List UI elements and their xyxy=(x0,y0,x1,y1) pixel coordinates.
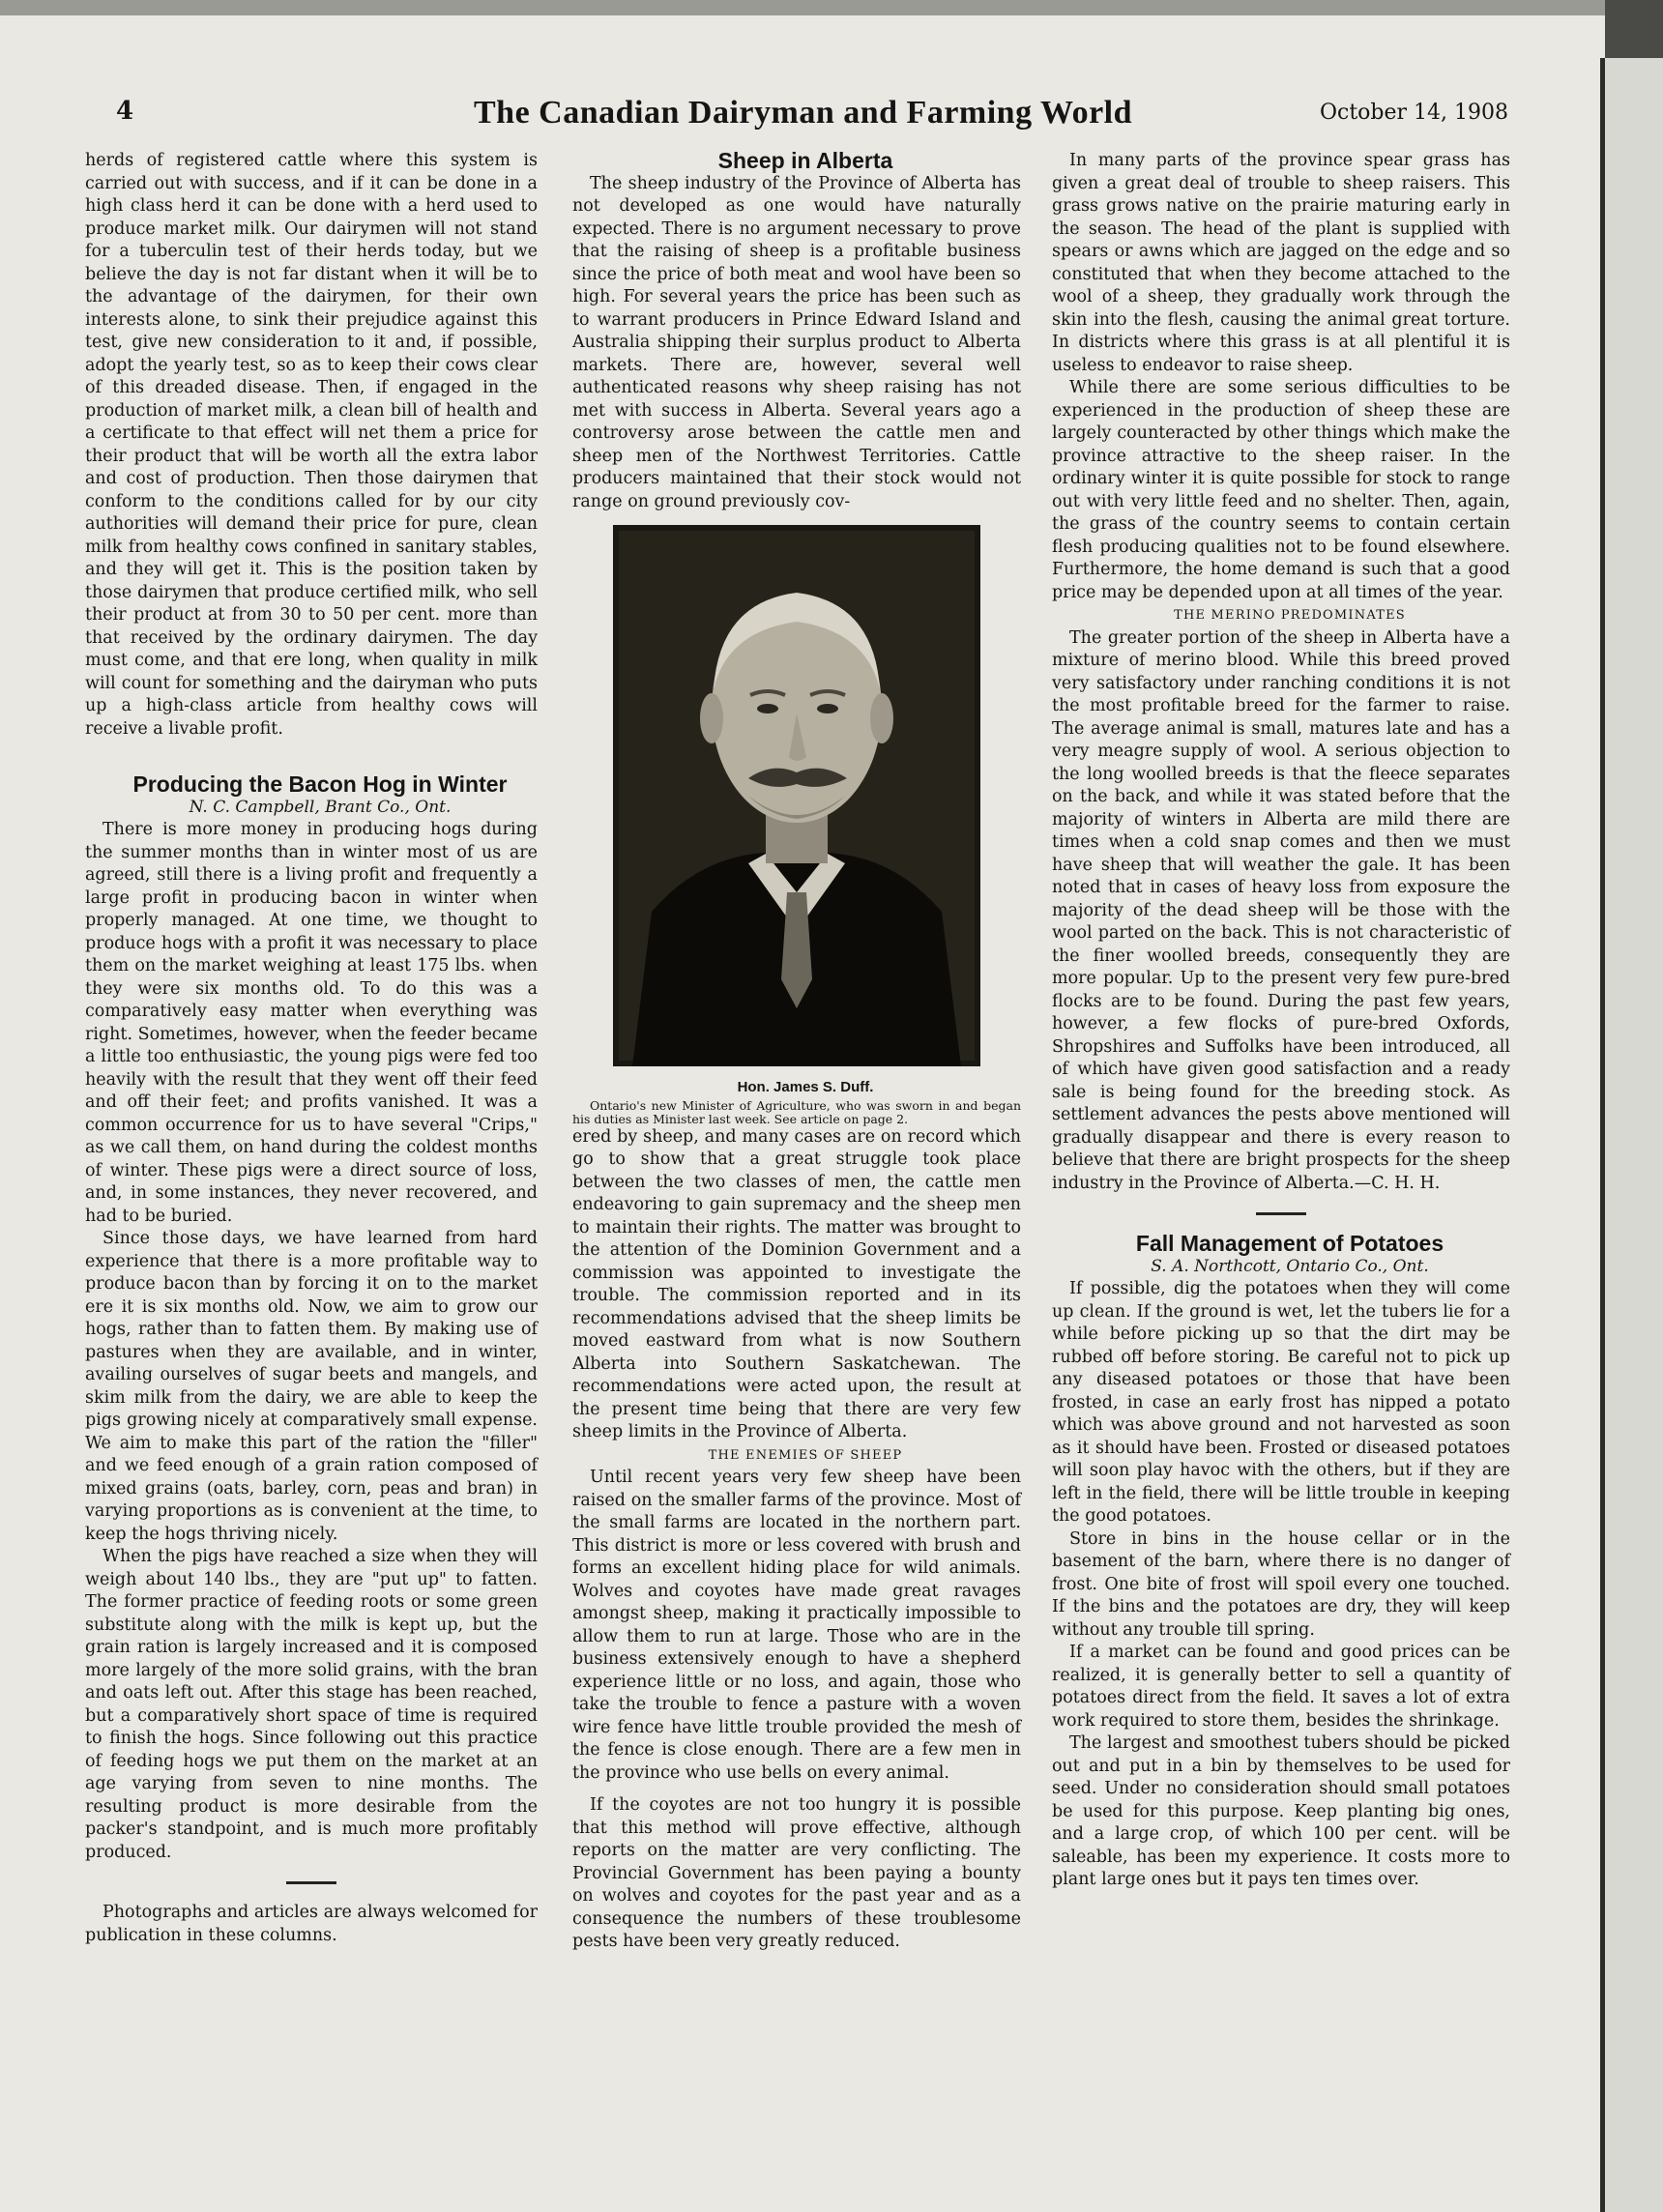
spear-grass-paragraph: In many parts of the province spear grass has given a great deal of trouble to sheep raisers. This grass grows native on the prairie maturing early in the season. The head of the plant is supplied with spears or awns which are jagged on the edge and so constituted that when they become attached to the wool of a sheep, they gradually work through the skin into the flesh, causing the animal great torture. In districts where this grass is at all plentiful it is useless to endeavor to raise sheep. xyxy=(1052,151,1510,375)
portrait-caption-name: Hon. James S. Duff. xyxy=(737,1079,874,1095)
difficulties-paragraph: While there are some serious difficulties to be experienced in the production of sheep these are largely counteracted by other things which make the province attractive to the sheep raiser. In the ordinary winter it is quite possible for stock to range out with very little feed and no shelter. Then, again, the grass of the country seems to contain certain flesh producing qualities not to be found elsewhere. Furthermore, the home demand is such that a good price may be depended upon at all times of the year. xyxy=(1052,378,1510,602)
submissions-notice: Photographs and articles are always welcomed for publication in these columns. xyxy=(85,1903,538,1945)
bacon-paragraph-1: There is more money in producing hogs during the summer months than in winter most of us are agreed, still there is a living profit and frequently a large profit in producing bacon in winter when properly managed. At one time, we thought to produce hogs with a profit it was necessary to place them on the market weighing at least 175 lbs. when they were six months old. To do this was a comparatively easy matter when everything was right. Sometimes, however, when the feeder became a little too enthusiastic, the young pigs were fed too heavily with the result that they went off their feed and off their feet; and profits vanished. It was a common occurrence for us to have several "Crips," as we call them, on hand during the coldest months of winter. These pigs were a direct source of loss, and, in some instances, they never recovered, and had to be buried. xyxy=(85,820,538,1226)
column-left xyxy=(85,150,538,1947)
page-header xyxy=(97,95,1508,137)
dairy-continued-paragraph: herds of registered cattle where this system is carried out with success, and if it can be done in a high class herd it can be done with a herd used to produce market milk. Our dairymen will not stand for a tuberculin test of their herds today, but we believe the day is not far distant when it will be to the advantage of the dairymen, for their own interests alone, to sink their prejudice against this test, give new consideration to it and, if possible, adopt the yearly test, so as to keep their cows clear of this dreaded disease. Then, if engaged in the production of market milk, a clean bill of health and a certificate to that effect will net them a price for their product that will be worth all the extra labor and cost of production. Then those dairymen that conform to the conditions called for by our city authorities will demand their price for pure, clean milk from healthy cows confined in sanitary stables, and they will get it. This is the position taken by those dairymen that produce certified milk, who sell their product at from 30 to 50 per cent. more than that received by the ordinary dairymen. The day must come, and that ere long, when quality in milk will count for something and the dairyman who puts up a high-class article from healthy cows will receive a livable profit. xyxy=(85,151,538,739)
bacon-hog-article-title: Producing the Bacon Hog in Winter xyxy=(132,771,508,797)
scan-border-top xyxy=(0,0,1663,15)
section-divider xyxy=(286,1881,336,1884)
merino-paragraph: The greater portion of the sheep in Alberta have a mixture of merino blood. While this breed proved very satisfactory under ranching conditions it is not the most profitable breed for the farmer to raise. The average animal is small, matures late and has a very meagre supply of wool. A serious objection to the long woolled breeds is that the fleece separates on the back, and while it was stated before that the majority of winters in Alberta are mild there are times when a cold snap comes and then we must have sheep that will weather the gale. It has been noted that in cases of heavy loss from exposure the majority of the dead sheep will be those with the wool parted on the back. This is not characteristic of the finer woolled breeds, consequently they are more popular. Up to the present very few pure-bred flocks are to be found. During the past few years, however, a few flocks of pure-bred Oxfords, Shropshires and Suffolks have been introduced, all of which have given good satisfaction and a ready sale is being found for the breeding stock. As settlement advances the pests above mentioned will gradually disappear and there is every reason to believe that there are bright prospects for the sheep industry in the Province of Alberta.—C. H. H. xyxy=(1052,627,1510,1193)
column-right xyxy=(1052,150,1510,1892)
portrait-caption-text: Ontario's new Minister of Agriculture, who was sworn in and began his duties as Minister last week. See article on page 2. xyxy=(572,1097,1021,1126)
sheep-article-title: Sheep in Alberta xyxy=(717,148,893,173)
bacon-hog-byline: N. C. Campbell, Brant Co., Ont. xyxy=(189,797,452,817)
potatoes-byline: S. A. Northcott, Ontario Co., Ont. xyxy=(1151,1256,1429,1276)
bacon-paragraph-2: Since those days, we have learned from hard experience that there is a more profitable way to produce bacon than by forcing it on to the market ere it is six months old. Now, we aim to grow our hogs, rather than to fatten them. By making use of pastures when they are available, and in winter, availing ourselves of sugar beets and mangels, and skim milk from the dairy, we are able to keep the pigs growing nicely at comparatively small expense. We aim to make this part of the ration the "filler" and we feed enough of a grain ration composed of mixed grains (oats, barley, corn, peas and bran) in varying proportions as is convenient at the time, to keep the hogs thriving nicely. xyxy=(85,1229,538,1544)
section-divider xyxy=(1256,1212,1306,1215)
sheep-paragraph-1: The sheep industry of the Province of Alberta has not developed as one would have naturally expected. There is no argument necessary to prove that the raising of sheep is a profitable business since the price of both meat and wool have been so high. For several years the price has been such as to warrant producers in Prince Edward Island and Australia shipping their surplus product to Alberta markets. There are, however, several well authenticated reasons why sheep raising has not met with success in Alberta. Several years ago a controversy arose between the cattle men and sheep men of the Northwest Territories. Cattle producers maintained that their stock would not range on ground previously cov- xyxy=(572,173,1021,511)
enemies-paragraph-2: If the coyotes are not too hungry it is possible that this method will prove effective, although reports on the matter are very conflicting. The Provincial Government has been paying a bounty on wolves and coyotes for the past year and as a consequence the numbers of these troublesome pests have been very greatly reduced. xyxy=(572,1795,1021,1951)
scan-binding-edge xyxy=(1600,58,1605,2212)
potatoes-paragraph-4: The largest and smoothest tubers should be picked out and put in a bin by themselves to be used for seed. Under no consideration should small potatoes be used for this purpose. Keep planting big ones, and a large crop, of which 100 per cent. will be saleable, has been my experience. It costs more to plant large ones but it pays ten times over. xyxy=(1052,1733,1510,1889)
enemies-paragraph-1: Until recent years very few sheep have been raised on the smaller farms of the province. Most of the small farms are located in the northern part. This district is more or less covered with brush and forms an excellent hiding place for wild animals. Wolves and coyotes have made great ravages amongst sheep, making it practically impossible to allow them to run at large. Those who are in the business extensively enough to have a shepherd experience little or no loss, and again, those who take the trouble to fence a pasture with a woven wire fence have little trouble provided the mesh of the fence is close enough. There are a few men in the province who use bells on every animal. xyxy=(572,1468,1021,1783)
sheep-paragraph-2: ered by sheep, and many cases are on record which go to show that a great struggle took place between the two classes of men, the cattle men endeavoring to gain supremacy and the sheep men to maintain their rights. The matter was brought to the attention of the Dominion Government and a commission was appointed to investigate the trouble. The commission reported and in its recommendations advised that the sheep limits be moved eastward from what is now Southern Alberta into Southern Saskatchewan. The recommendations were acted upon, the result at the present time being that there are very few sheep limits in the Province of Alberta. xyxy=(572,1126,1021,1441)
masthead-title: The Canadian Dairyman and Farming World xyxy=(474,95,1133,131)
page-number: 4 xyxy=(116,97,134,126)
portrait-illustration xyxy=(613,525,980,1066)
bacon-paragraph-3: When the pigs have reached a size when they will weigh about 140 lbs., they are "put up" to fatten. The former practice of feeding roots or some green substitute along with the milk is kept up, but the grain ration is largely increased and it is composed more largely of the more solid grains, with the bran and oats left out. After this stage has been reached, but a comparatively short space of time is required to finish the hogs. Since following out this practice of feeding hogs we put them on the market at an age varying from seven to nine months. The resulting product is more desirable from the packer's standpoint, and is much more profitably produced. xyxy=(85,1547,538,1862)
potatoes-article-title: Fall Management of Potatoes xyxy=(1135,1231,1444,1256)
merino-heading: THE MERINO PREDOMINATES xyxy=(1174,608,1406,623)
enemies-of-sheep-heading: THE ENEMIES OF SHEEP xyxy=(708,1447,903,1463)
portrait-photo xyxy=(613,525,980,1066)
column-middle xyxy=(572,150,1021,1954)
potatoes-paragraph-1: If possible, dig the potatoes when they will come up clean. If the ground is wet, let the tubers lie for a while before picking up so that the dirt may be rubbed off before storing. Be careful not to pick up any diseased potatoes or those that have been frosted, in case an early frost has nipped a potato which was above ground and not harvested as soon as it should have been. Frosted or diseased potatoes will soon play havoc with the others, but if they are left in the field, there will be little trouble in keeping the good potatoes. xyxy=(1052,1279,1510,1526)
potatoes-paragraph-2: Store in bins in the house cellar or in the basement of the barn, where there is no danger of frost. One bite of frost will spoil every one touched. If the bins and the potatoes are dry, they will keep without any trouble till spring. xyxy=(1052,1528,1510,1640)
issue-date: October 14, 1908 xyxy=(1319,101,1508,125)
scan-margin-right xyxy=(1605,58,1663,2212)
potatoes-paragraph-3: If a market can be found and good prices can be realized, it is generally better to sell a quantity of potatoes direct from the field. It saves a lot of extra work required to store them, besides the shrinkage. xyxy=(1052,1643,1510,1731)
